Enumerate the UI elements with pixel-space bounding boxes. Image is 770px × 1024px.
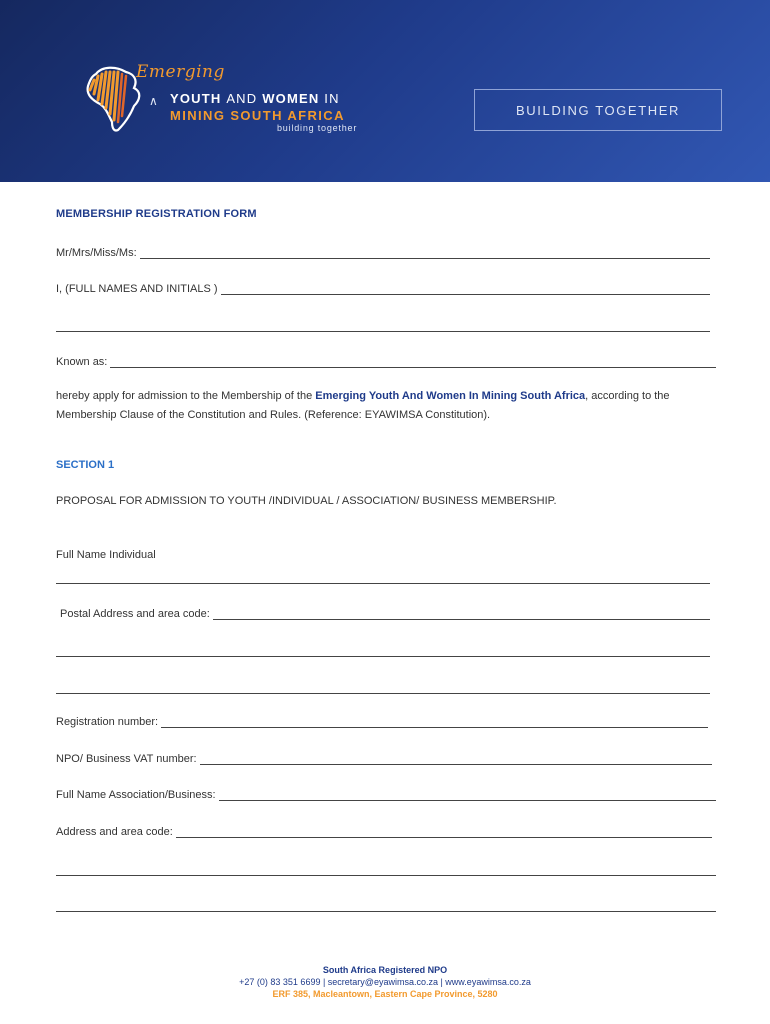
vat-number-label: NPO/ Business VAT number:: [56, 753, 197, 765]
postal-address-input[interactable]: [213, 609, 710, 620]
address-input[interactable]: [176, 827, 712, 838]
full-names-row: [56, 281, 710, 295]
logo-emerging-text: Emerging: [136, 62, 225, 82]
address-line-2-input[interactable]: [56, 865, 716, 876]
known-as-input[interactable]: [110, 357, 716, 368]
registration-number-row: [56, 714, 708, 728]
application-statement: [56, 387, 716, 425]
full-name-individual-label: Full Name Individual: [56, 549, 156, 561]
statement-text-start: hereby apply for admission to the Membership of the: [56, 390, 316, 402]
section-1-heading: SECTION 1: [56, 459, 115, 471]
proposal-heading: PROPOSAL FOR ADMISSION TO YOUTH /INDIVIDUAL / ASSOCIATION/ BUSINESS MEMBERSHIP.: [56, 495, 557, 507]
footer: [0, 964, 770, 1000]
registration-number-input[interactable]: [161, 717, 708, 728]
known-as-row: [56, 354, 716, 368]
full-name-association-input[interactable]: [219, 790, 716, 801]
footer-npo-label: South Africa Registered NPO: [322, 965, 448, 975]
header-banner: [0, 0, 770, 182]
tagline-box: BUILDING TOGETHER: [474, 89, 722, 131]
vat-number-input[interactable]: [200, 754, 712, 765]
postal-address-line-2-row: [56, 643, 710, 657]
address-line-3-input[interactable]: [56, 901, 716, 912]
known-as-label: Known as:: [56, 356, 108, 368]
postal-address-line-2-input[interactable]: [56, 646, 710, 657]
logo-youth: YOUTH: [170, 91, 222, 106]
logo-and: AND: [226, 91, 258, 106]
logo-mining-south-africa: MINING SOUTH AFRICA: [170, 108, 345, 123]
logo-line-youth-women: [170, 91, 340, 106]
full-name-individual-input[interactable]: [56, 573, 710, 584]
vat-number-row: [56, 751, 712, 765]
registration-number-label: Registration number:: [56, 716, 159, 728]
organization-name: Emerging Youth And Women In Mining South Africa: [315, 390, 586, 402]
title-field-input[interactable]: [140, 248, 710, 259]
full-names-input[interactable]: [221, 284, 710, 295]
full-name-individual-row: [56, 570, 710, 584]
footer-address-line: ERF 385, Macleantown, Eastern Cape Province, 5280: [272, 989, 498, 999]
postal-address-line-3-input[interactable]: [56, 683, 710, 694]
postal-address-line-3-row: [56, 680, 710, 694]
organization-logo: [82, 60, 392, 138]
title-field-label: Mr/Mrs/Miss/Ms:: [56, 247, 137, 259]
full-name-association-row: [56, 787, 716, 801]
address-line-3-row: [56, 898, 716, 912]
full-name-association-label: Full Name Association/Business:: [56, 789, 216, 801]
address-label: Address and area code:: [56, 826, 173, 838]
logo-building-together: building together: [277, 123, 358, 133]
full-names-label: I, (FULL NAMES AND INITIALS ): [56, 283, 218, 295]
logo-women: WOMEN: [262, 91, 320, 106]
full-names-continuation-input[interactable]: [56, 321, 710, 332]
footer-contact-line: +27 (0) 83 351 6699 | secretary@eyawimsa.co.za | www.eyawimsa.co.za: [239, 977, 531, 987]
address-line-2-row: [56, 862, 716, 876]
title-field-row: [56, 245, 710, 259]
logo-in: IN: [324, 91, 340, 106]
postal-address-row: [60, 606, 710, 620]
statement-text-end: , according to the Membership Clause of the Constitution and Rules. (Reference: EYAWIMSA Constitution).: [56, 390, 670, 421]
postal-address-label: Postal Address and area code:: [60, 608, 210, 620]
form-title: MEMBERSHIP REGISTRATION FORM: [56, 208, 257, 220]
full-names-continuation-row: [56, 318, 710, 332]
address-row: [56, 824, 712, 838]
logo-caret-mark: ∧: [149, 94, 158, 108]
